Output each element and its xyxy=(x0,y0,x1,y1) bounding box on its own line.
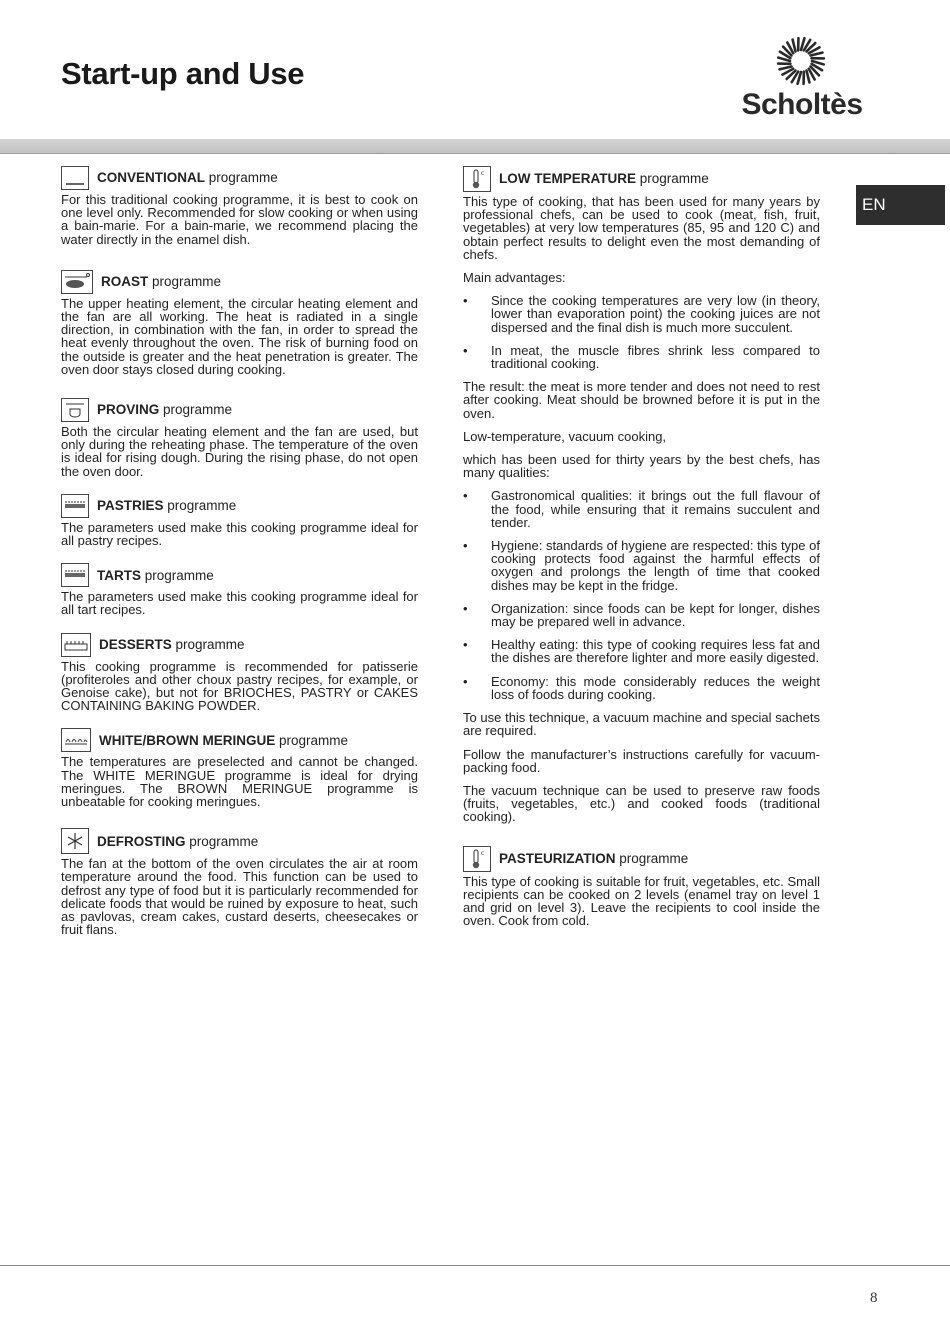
thermometer-icon xyxy=(463,166,491,192)
advantages-list xyxy=(463,294,820,370)
conventional-icon xyxy=(61,166,89,190)
list-item: • Economy: this mode considerably reduces the weight loss of foods during cooking. xyxy=(463,675,820,701)
brand-logo xyxy=(740,36,864,128)
page-title: Start-up and Use xyxy=(61,56,305,91)
list-item: • In meat, the muscle fibres shrink less compared to traditional cooking. xyxy=(463,344,820,370)
list-item: • Organization: since foods can be kept for longer, dishes may be prepared well in advance. xyxy=(463,602,820,628)
section-title: ROAST xyxy=(101,274,149,290)
sunburst-ray xyxy=(793,40,796,52)
section-desserts: DESSERTS programme This cooking programme is recommended for patisserie (profiteroles and other choux pastry recipes, for example, or Genoise cake), but not for BRIOCHES, PASTRY or CAKES CONTAINING BAKING POWDER. xyxy=(61,633,418,713)
section-conventional: CONVENTIONAL programme For this traditional cooking programme, it is best to cook on one level only. Recommended for slow cooking or when using a bain-marie. For a bain-marie, we recommend placing the water directly in the enamel dish. xyxy=(61,166,418,246)
tarts-icon xyxy=(61,563,89,587)
section-tarts: TARTS programme The parameters used make this cooking programme ideal for all tart recipes. xyxy=(61,563,418,616)
svg-text:c: c xyxy=(481,170,485,177)
right-column xyxy=(463,166,820,943)
qualities-list xyxy=(463,489,820,701)
vacuum-intro: which has been used for thirty years by the best chefs, has many qualities: xyxy=(463,452,820,481)
section-title: TARTS xyxy=(97,567,141,583)
header-band xyxy=(0,139,950,154)
sunburst-icon xyxy=(776,36,826,86)
page-number: 8 xyxy=(870,1290,878,1306)
section-title: DESSERTS xyxy=(99,637,172,653)
closing-text: Follow the manufacturer’s instructions carefully for vacuum-packing food. xyxy=(463,746,820,775)
section-pasteurization: c PASTEURIZATION programme This type of cooking is suitable for fruit, vegetables, etc. Small recipients can be cooked on 2 levels (enamel tray on level 1 and grid on level 3). Leave the recipients to cool inside the oven. Cook from cold. xyxy=(463,846,820,928)
section-text: The fan at the bottom of the oven circulates the air at room temperature around the food. This function can be used to defrost any type of food but it is particularly recommended for delicate foods that would be ruined by exposure to heat, such as pavlovas, cream cakes, custard deserts, cheesecakes or fruit flans. xyxy=(61,856,418,938)
section-defrosting: DEFROSTING programme The fan at the bottom of the oven circulates the air at room temperature around the food. This function can be used to defrost any type of food but it is particularly recommended for delicate foods that would be ruined by exposure to heat, such as pavlovas, cream cakes, custard deserts, cheesecakes or fruit flans. xyxy=(61,828,418,936)
section-title: DEFROSTING xyxy=(97,833,186,849)
section-pastries: PASTRIES programme The parameters used make this cooking programme ideal for all pastry recipes. xyxy=(61,494,418,547)
advantages-label: Main advantages: xyxy=(463,270,566,286)
section-title: WHITE/BROWN MERINGUE xyxy=(99,732,276,748)
section-proving: PROVING programme Both the circular heating element and the fan are used, but only during the reheating phase. The temperature of the oven is ideal for rising dough. During the rising phase, do not open the oven door. xyxy=(61,398,418,478)
pastries-icon xyxy=(61,494,89,518)
section-text: The temperatures are preselected and cannot be changed. The WHITE MERINGUE programme is ideal for drying meringues. The BROWN MERINGUE programme is unbeatable for cooking meringues. xyxy=(61,754,418,810)
section-text: The parameters used make this cooking programme ideal for all tart recipes. xyxy=(61,589,418,618)
section-title: CONVENTIONAL xyxy=(97,170,205,186)
list-item: • Since the cooking temperatures are very low (in theory, lower than evaporation point) the cooking juices are not dispersed and the final dish is much more succulent. xyxy=(463,294,820,334)
section-low-temperature: c LOW TEMPERATURE programme This type of cooking, that has been used for many years by professional chefs, can be used to cook (meat, fish, fruit, vegetables) at very low temperatures (85, 95 and 120 C) and obtain perfect results to delight even the most demanding of chefs. Main advantages: • Since the cooking temperatures are very low (in theory, lower than evaporation point) the cooking juices are not dispersed and the final dish is much more succulent. • In meat, the muscle fibres shrink less compared to traditional cooking. The result: the meat is more tender and does not need to rest after cooking. Meat should be browned before it is put in the oven. Low-temperature, vacuum cooking, which has been used for thirty years by the best chefs, has many qualities: • Gastronomical qualities: it brings out the full flavour of the food, while ensuring that it remains succulent and tender. • Hygiene: standards of hygiene are respected: this type of cooking protects food against the harmful effects of oxygen and prolongs the length of time that cooked dishes may be kept in the fridge. • Organization: since foods can be kept for longer, dishes may be prepared well in advance. • Healthy eating: this type of cooking requires less fat and the dishes are therefore lighter and more easily digested. • Economy: this mode considerably reduces the weight loss of foods during cooking. To use this technique, a vacuum machine and special sachets are required. Follow the manufacturer’s instructions carefully for vacuum-packing food. The vacuum technique can be used to preserve raw foods (fruits, vegetables, etc.) and cooked foods (traditional cooking). xyxy=(463,166,820,824)
meringue-icon xyxy=(61,728,91,752)
defrosting-icon xyxy=(61,828,89,854)
section-text: This cooking programme is recommended for patisserie (profiteroles and other choux pastry recipes, for example, or Genoise cake), but not for BRIOCHES, PASTRY or CAKES CONTAINING BAKING POWDER. xyxy=(61,658,418,714)
vacuum-label: Low-temperature, vacuum cooking, xyxy=(463,428,667,444)
proving-icon xyxy=(61,398,89,422)
sunburst-ray xyxy=(807,71,810,83)
section-title: PROVING xyxy=(97,402,160,418)
language-tab: EN xyxy=(856,185,945,225)
section-title: PASTEURIZATION xyxy=(499,850,616,866)
brand-name: Scholtès xyxy=(741,88,863,121)
sunburst-ray xyxy=(780,67,792,70)
section-title: PASTRIES xyxy=(97,498,164,514)
thermometer-icon xyxy=(463,846,491,872)
desserts-icon xyxy=(61,633,91,657)
result-text: The result: the meat is more tender and does not need to rest after cooking. Meat should be browned before it is put in the oven. xyxy=(463,379,820,421)
section-text: For this traditional cooking programme, it is best to cook on one level only. Recommended for slow cooking or when using a bain-marie. For a bain-marie, we recommend placing the water directly in the enamel dish. xyxy=(61,192,418,247)
list-item: • Hygiene: standards of hygiene are respected: this type of cooking protects food against the harmful effects of oxygen and prolongs the length of time that cooked dishes may be kept in the fridge. xyxy=(463,539,820,592)
section-text: This type of cooking is suitable for fruit, vegetables, etc. Small recipients can be cooked on 2 levels (enamel tray on level 1 and grid on level 3). Leave the recipients to cool inside the oven. Cook from cold. xyxy=(463,873,820,929)
closing-text: The vacuum technique can be used to preserve raw foods (fruits, vegetables, etc.) and cooked foods (traditional cooking). xyxy=(463,782,820,825)
left-column xyxy=(61,166,418,953)
list-item: • Healthy eating: this type of cooking requires less fat and the dishes are therefore lighter and more easily digested. xyxy=(463,638,820,664)
section-text: Both the circular heating element and the fan are used, but only during the reheating phase. The temperature of the oven is ideal for rising dough. During the rising phase, do not open the oven door. xyxy=(61,424,418,479)
closing-text: To use this technique, a vacuum machine and special sachets are required. xyxy=(463,710,820,739)
section-title: LOW TEMPERATURE xyxy=(499,171,636,187)
section-text: The upper heating element, the circular heating element and the fan are all working. The heat is radiated in a single direction, in combination with the fan, in order to spread the heat evenly throughout the oven. The risk of burning food on the outside is greater and the heat penetration is greater. The oven door stays closed during cooking. xyxy=(61,295,418,377)
section-text: This type of cooking, that has been used for many years by professional chefs, can be used to cook (meat, fish, fruit, vegetables) at very low temperatures (85, 95 and 120 C) and obtain perfect results to delight even the most demanding of chefs. xyxy=(463,194,820,262)
section-roast: ROAST programme The upper heating element, the circular heating element and the fan are all working. The heat is radiated in a single direction, in combination with the fan, in order to spread the heat evenly throughout the oven. The risk of burning food on the outside is greater and the heat penetration is greater. The oven door stays closed during cooking. xyxy=(61,270,418,376)
roast-icon xyxy=(61,270,93,294)
svg-text:c: c xyxy=(481,849,485,857)
footer-rule xyxy=(0,1265,950,1266)
list-item: • Gastronomical qualities: it brings out the full flavour of the food, while ensuring that it remains succulent and tender. xyxy=(463,489,820,529)
section-text: The parameters used make this cooking programme ideal for all pastry recipes. xyxy=(61,519,418,549)
section-meringue: WHITE/BROWN MERINGUE programme The temperatures are preselected and cannot be changed. The WHITE MERINGUE programme is ideal for drying meringues. The BROWN MERINGUE programme is unbeatable for cooking meringues. xyxy=(61,728,418,808)
sunburst-ray xyxy=(811,53,823,56)
